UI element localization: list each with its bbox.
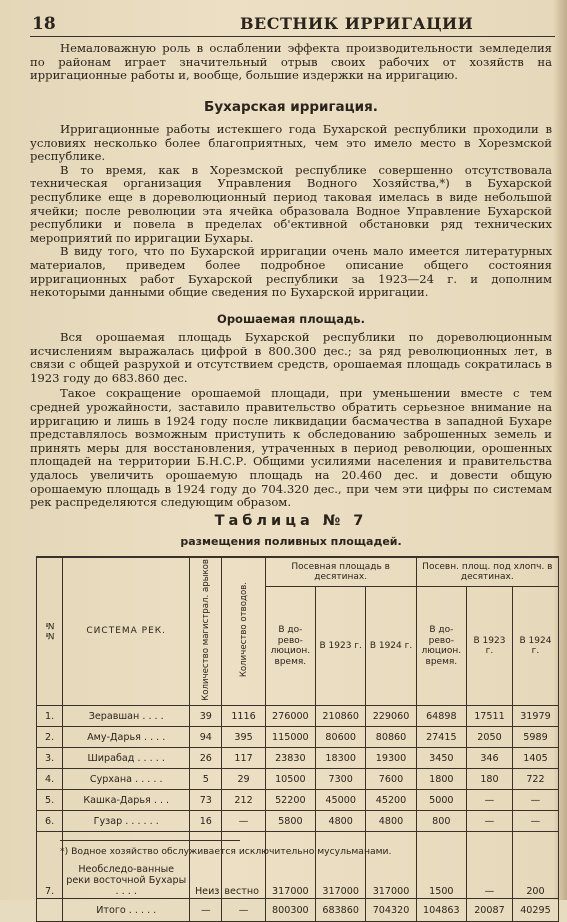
cell: 4800 [366, 811, 416, 832]
cell: 45200 [366, 790, 416, 811]
cell: 40295 [512, 899, 558, 922]
paragraph: Вся орошаемая площадь Бухарской республики по дореволюционным исчислениям выражалась цифрой в 800.300 дес.; за ряд революционных лет, в связи с общей разрухой и отсутствием средств, орошаемая площадь сократилась в 1923 году до 683.860 дес. [30, 330, 552, 385]
cell: 4800 [316, 811, 366, 832]
page-number: 18 [32, 14, 56, 34]
table-row [37, 790, 559, 811]
cell-system-name: Гузар . . . . . . [63, 811, 190, 832]
col-header-cotton-1923: В 1923 г. [467, 587, 513, 706]
paragraph: Ирригационные работы истекшего года Бухарской республики проходили в условиях несколько более благоприятных, чем это имело место в Хорезмской республике. [30, 122, 552, 164]
footnote-rule [60, 840, 240, 841]
cell: 39 [190, 706, 222, 727]
cell: 31979 [512, 706, 558, 727]
paragraph: Такое сокращение орошаемой площади, при уменьшении вместе с тем средней урожайности, заставило правительство обратить серьезное внимание на ирригацию и лишь в 1924 году после ликвидации басмачества в западной Бухаре представлялось возможным приступить к обследованию заброшенных земель и принять меры для восстановления, утраченных в период революции, орошенных площадей на территории Б.Н.С.Р. Общими усилиями населения и правительства удалось увеличить орошаемую площадь на 20.460 дес. и довести общую орошаемую площадь в 1924 году до 704.320 дес., при чем эти цифры по системам рек распределяются следующим образом. [30, 386, 552, 510]
cell: 5800 [265, 811, 315, 832]
cell: 800300 [265, 899, 315, 922]
cell: 1500 [416, 832, 466, 899]
cell: 704320 [366, 899, 416, 922]
cell: 73 [190, 790, 222, 811]
cell: 317000 [366, 832, 416, 899]
cell: — [467, 790, 513, 811]
cell: 29 [222, 769, 265, 790]
cell: 212 [222, 790, 265, 811]
cell: 2. [37, 727, 63, 748]
cell: 1800 [416, 769, 466, 790]
cell: — [512, 811, 558, 832]
cell: 26 [190, 748, 222, 769]
cell: — [467, 811, 513, 832]
cell: 27415 [416, 727, 466, 748]
cell: 200 [512, 832, 558, 899]
col-header-sown-1924: В 1924 г. [366, 587, 416, 706]
paragraph: В виду того, что по Бухарской ирригации очень мало имеется литературных материалов, приведем более подробное описание общего состояния ирригационных работ Бухарской республики за 1923—24 г. и дополним некоторыми данными общие сведения по Бухарской ирригации. [30, 244, 552, 300]
cell: 7600 [366, 769, 416, 790]
cell: 3. [37, 748, 63, 769]
col-group-cotton: Посевн. площ. под хлопч. в десятинах. [416, 557, 558, 587]
cell-system-name: Ширабад . . . . . [63, 748, 190, 769]
cell: 19300 [366, 748, 416, 769]
table-row [37, 832, 559, 899]
cell: 18300 [316, 748, 366, 769]
col-header-system: СИСТЕМА РЕК. [63, 557, 190, 706]
section-title-bukhara: Бухарская ирригация. [204, 99, 378, 115]
intro-paragraph [30, 42, 552, 83]
cell: 3450 [416, 748, 466, 769]
col-header-canals-label: Количество магистрал. арыков [200, 559, 211, 701]
table-subtitle: размещения поливных площадей. [180, 535, 402, 548]
cell: 10500 [265, 769, 315, 790]
cell: 52200 [265, 790, 315, 811]
col-header-num-label: №№ [44, 619, 55, 640]
table-row [37, 727, 559, 748]
table-row [37, 748, 559, 769]
col-header-cotton-1924: В 1924 г. [512, 587, 558, 706]
page-header [30, 12, 555, 37]
cell-system-name: Сурхана . . . . . [63, 769, 190, 790]
col-header-branches-label: Количество отводов. [238, 582, 249, 678]
intro-text: Немаловажную роль в ослаблении эффекта производительности земледелия по районам играет значительный отрыв своих рабочих от хозяйств на ирригационные работы и, вообще, большие издержки на ирригацию. [30, 41, 552, 83]
cell-system-name: Кашка-Дарья . . . [63, 790, 190, 811]
cell: 64898 [416, 706, 466, 727]
table-row [37, 811, 559, 832]
cell: 20087 [467, 899, 513, 922]
cell: 5989 [512, 727, 558, 748]
cell-total-label: Итого . . . . . [63, 899, 190, 922]
cell: 180 [467, 769, 513, 790]
cell: 94 [190, 727, 222, 748]
cell-system-name: Необследо-ванные реки восточной Бухары . . . . [63, 832, 190, 899]
cell: 104863 [416, 899, 466, 922]
cell: 317000 [316, 832, 366, 899]
cell: 7300 [316, 769, 366, 790]
cell: — [222, 811, 265, 832]
journal-title: ВЕСТНИК ИРРИГАЦИИ [240, 14, 474, 33]
cell: 395 [222, 727, 265, 748]
cell: — [467, 832, 513, 899]
section-bukhara-body [30, 123, 552, 300]
footnote: *) Водное хозяйство обслуживается исключительно мусульманами. [60, 846, 392, 857]
cell: 17511 [467, 706, 513, 727]
table-row [37, 706, 559, 727]
cell: 1405 [512, 748, 558, 769]
cell: 117 [222, 748, 265, 769]
cell: 317000 [265, 832, 315, 899]
cell: 16 [190, 811, 222, 832]
cell: 80860 [366, 727, 416, 748]
cell: 346 [467, 748, 513, 769]
cell: 7. [37, 832, 63, 899]
cell: 229060 [366, 706, 416, 727]
col-header-sown-1923: В 1923 г. [316, 587, 366, 706]
col-header-cotton-pre: В до-рево-люцион. время. [416, 587, 466, 706]
cell: 276000 [265, 706, 315, 727]
cell: 1. [37, 706, 63, 727]
cell: 210860 [316, 706, 366, 727]
cell: 23830 [265, 748, 315, 769]
section-title-irrigated-area: Орошаемая площадь. [217, 312, 365, 326]
cell: — [190, 899, 222, 922]
cell-system-name: Аму-Дарья . . . . [63, 727, 190, 748]
cell: 80600 [316, 727, 366, 748]
paragraph: В то время, как в Хорезмской республике совершенно отсутствовала техническая организация Управления Водного Хозяйства,*) в Бухарской республике еще в дореволюционный период таковая имелась в виде небольшой ячейки; после революции эта ячейка образовала Водное Управление Бухарской республики и повела в пределах об'ективной обстановки ряд технических мероприятий по ирригации Бухары. [30, 162, 552, 245]
table-row [37, 769, 559, 790]
cell: 2050 [467, 727, 513, 748]
cell: 722 [512, 769, 558, 790]
cell: 115000 [265, 727, 315, 748]
col-group-sown: Посевная площадь в десятинах. [265, 557, 416, 587]
cell: 5000 [416, 790, 466, 811]
col-header-canals [190, 557, 222, 706]
cell: — [222, 899, 265, 922]
table-title: Таблица № 7 [214, 513, 368, 529]
cell: 683860 [316, 899, 366, 922]
irrigation-table [36, 556, 559, 922]
col-header-sown-pre: В до-рево-люцион. время. [265, 587, 315, 706]
cell: Неиз [190, 832, 222, 899]
col-header-branches [222, 557, 265, 706]
col-header-num [37, 557, 63, 706]
cell: — [512, 790, 558, 811]
cell: 800 [416, 811, 466, 832]
cell: 6. [37, 811, 63, 832]
cell: 5. [37, 790, 63, 811]
cell: 45000 [316, 790, 366, 811]
cell [37, 899, 63, 922]
cell: 4. [37, 769, 63, 790]
section-area-body [30, 331, 552, 510]
cell: 1116 [222, 706, 265, 727]
table-total-row [37, 899, 559, 922]
cell-system-name: Зеравшан . . . . [63, 706, 190, 727]
cell: 5 [190, 769, 222, 790]
cell: вестно [222, 832, 265, 899]
